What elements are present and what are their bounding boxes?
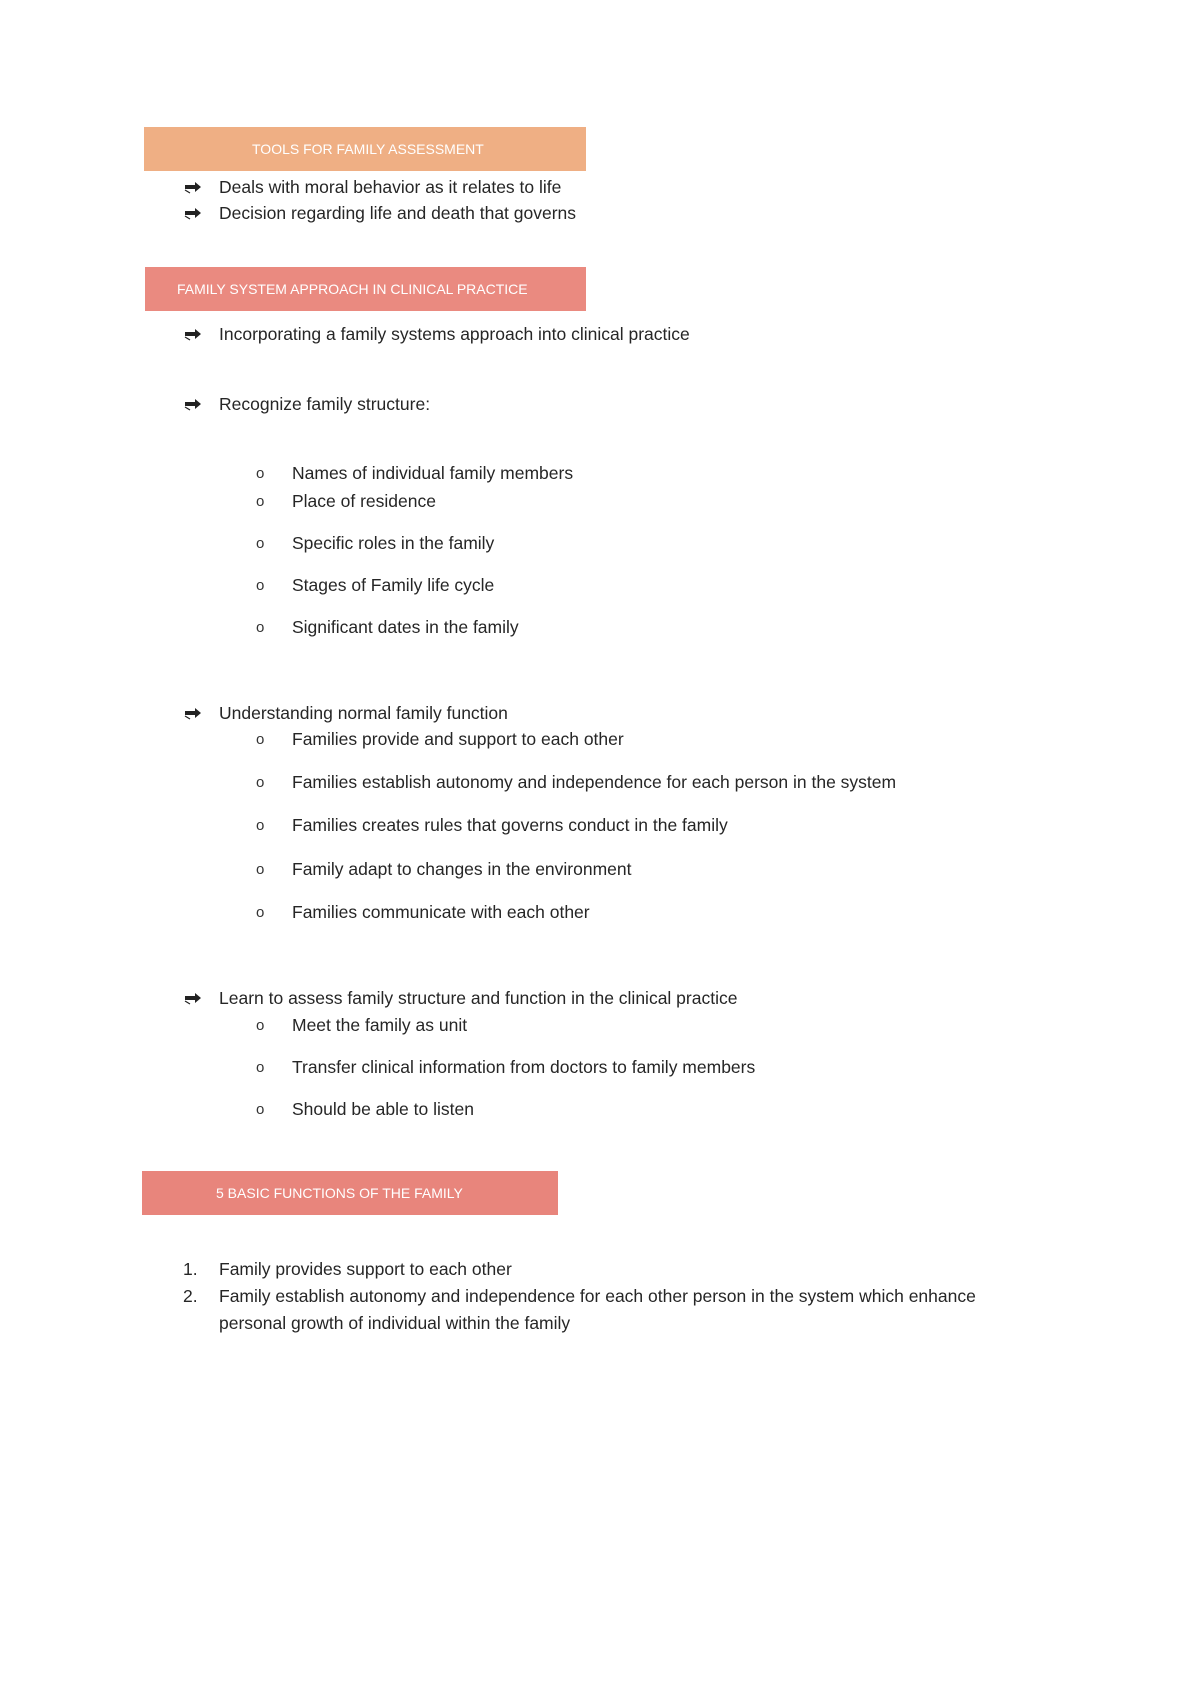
sub-bullet-icon: o [256,493,265,510]
arrow-bullet-icon [184,991,202,1005]
sub-bullet-text: Families communicate with each other [292,902,590,922]
sub-bullet-text: Families establish autonomy and independence for each person in the system [292,772,897,792]
arrow-bullet-icon [184,327,202,341]
sub-bullet-text: Meet the family as unit [292,1015,468,1035]
sub-bullet-text: Stages of Family life cycle [292,575,495,595]
bullet-text: Learn to assess family structure and function in the clinical practice [219,988,738,1008]
arrow-bullet-icon [184,397,202,411]
bullet-text: Decision regarding life and death that governs [219,203,577,223]
sub-bullet-text: Significant dates in the family [292,617,519,637]
numbered-item-text: Family provides support to each other [219,1259,512,1279]
arrow-bullet-icon [184,180,202,194]
list-number: 1. [183,1259,198,1279]
sub-bullet-icon: o [256,465,265,482]
numbered-item-text-continued: personal growth of individual within the family [219,1313,571,1333]
section-heading-basic-functions [142,1171,558,1215]
list-number: 2. [183,1286,198,1306]
sub-bullet-text: Place of residence [292,491,436,511]
sub-bullet-text: Names of individual family members [292,463,574,483]
sub-bullet-icon: o [256,904,265,921]
bullet-text: Recognize family structure: [219,394,431,414]
section-heading-text: TOOLS FOR FAMILY ASSESSMENT [252,141,484,157]
arrow-bullet-icon [184,206,202,220]
section-heading-text: 5 BASIC FUNCTIONS OF THE FAMILY [216,1185,463,1201]
sub-bullet-icon: o [256,577,265,594]
numbered-item-text: Family establish autonomy and independence for each other person in the system which enhance [219,1286,976,1306]
section-heading-family-system [145,267,586,311]
section-heading-tools [144,127,586,171]
sub-bullet-icon: o [256,619,265,636]
sub-bullet-icon: o [256,1017,265,1034]
sub-bullet-text: Should be able to listen [292,1099,474,1119]
section-heading-text: FAMILY SYSTEM APPROACH IN CLINICAL PRACTICE [177,281,528,297]
sub-bullet-icon: o [256,817,265,834]
bullet-text: Deals with moral behavior as it relates to life [219,177,562,197]
arrow-bullet-icon [184,706,202,720]
sub-bullet-text: Specific roles in the family [292,533,495,553]
sub-bullet-text: Transfer clinical information from doctors to family members [292,1057,756,1077]
sub-bullet-icon: o [256,861,265,878]
sub-bullet-icon: o [256,535,265,552]
sub-bullet-text: Family adapt to changes in the environment [292,859,632,879]
sub-bullet-icon: o [256,731,265,748]
sub-bullet-icon: o [256,1101,265,1118]
sub-bullet-text: Families creates rules that governs conduct in the family [292,815,728,835]
sub-bullet-text: Families provide and support to each other [292,729,624,749]
bullet-text: Understanding normal family function [219,703,508,723]
bullet-text: Incorporating a family systems approach into clinical practice [219,324,690,344]
sub-bullet-icon: o [256,1059,265,1076]
sub-bullet-icon: o [256,774,265,791]
